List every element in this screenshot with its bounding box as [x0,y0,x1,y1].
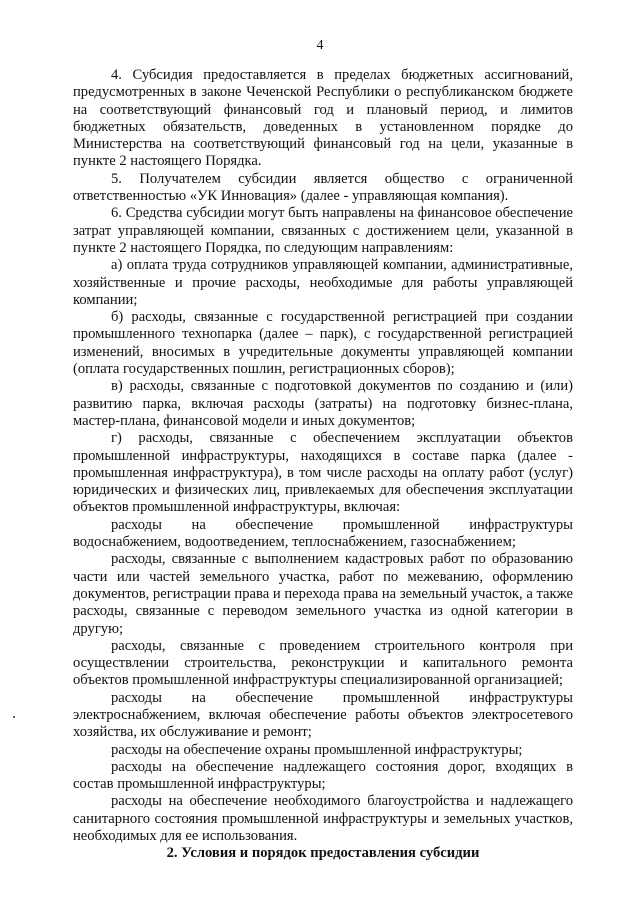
paragraph-6: 6. Средства субсидии могут быть направлены на финансовое обеспечение затрат управляющей компании, связанных с достижением цели, указанной в пункте 2 настоящего Порядка, по следующим направлениям: [73,205,573,256]
document-body [73,67,573,863]
paragraph-4: 4. Субсидия предоставляется в пределах бюджетных ассигнований, предусмотренных в законе Чеченской Республики о республиканском бюджете на соответствующий финансовый год и плановый период, и лимитов бюджетных обязательств, доведенных в установленном порядке до Министерства на соответствующий финансовый год на цели, указанные в пункте 2 настоящего Порядка. [73,67,573,170]
paragraph-6-a: а) оплата труда сотрудников управляющей компании, административные, хозяйственные и прочие расходы, необходимые для работы управляющей компании; [73,257,573,308]
expense-item-security: расходы на обеспечение охраны промышленной инфраструктуры; [111,741,523,758]
paragraph-5: 5. Получателем субсидии является общество с ограниченной ответственностью «УК Инновация» (далее - управляющая компания). [73,170,573,205]
expense-item-electricity: расходы на обеспечение промышленной инфраструктуры электроснабжением, включая обеспечение работы объектов электросетевого хозяйства, их обслуживание и ремонт; [73,689,573,741]
page-number: 4 [316,38,324,53]
expense-item-water: расходы на обеспечение промышленной инфраструктуры водоснабжением, водоотведением, теплоснабжением, газоснабжением; [73,516,573,551]
expense-item-landscaping: расходы на обеспечение необходимого благоустройства и надлежащего санитарного состояния промышленной инфраструктуры и земельных участков, необходимых для ее использования. [73,793,573,845]
margin-mark [13,716,15,718]
paragraph-6-v: в) расходы, связанные с подготовкой документов по созданию и (или) развитию парка, включая расходы (затраты) на подготовку бизнес-плана, мастер-плана, финансовой модели и иных документов; [73,378,573,429]
paragraph-6-g: г) расходы, связанные с обеспечением эксплуатации объектов промышленной инфраструктуры, находящихся в составе парка (далее - промышленная инфраструктура), в том числе расходы на оплату работ (услуг) юридических и физических лиц, привлекаемых для обеспечения эксплуатации объектов промышленной инфраструктуры, включая: [73,430,573,516]
paragraph-6-b: б) расходы, связанные с государственной регистрацией при создании промышленного технопарка (далее – парк), с государственной регистрацией изменений, вносимых в учредительные документы управляющей компании (оплата государственных пошлин, регистрационных сборов); [73,309,573,378]
expense-item-cadastral: расходы, связанные с выполнением кадастровых работ по образованию части или частей земельного участка, работ по межеванию, оформлению документов, регистрации права и перехода права на земельный участок, а также расходы, связанные с переводом земельного участка из одной категории в другую; [73,551,573,637]
section-heading: 2. Условия и порядок предоставления субсидии [166,845,480,862]
expense-item-roads: расходы на обеспечение надлежащего состояния дорог, входящих в состав промышленной инфраструктуры; [73,758,573,793]
expense-item-construction-control: расходы, связанные с проведением строительного контроля при осуществлении строительства, реконструкции и капитального ремонта объектов промышленной инфраструктуры специализированной организацией; [73,637,573,689]
